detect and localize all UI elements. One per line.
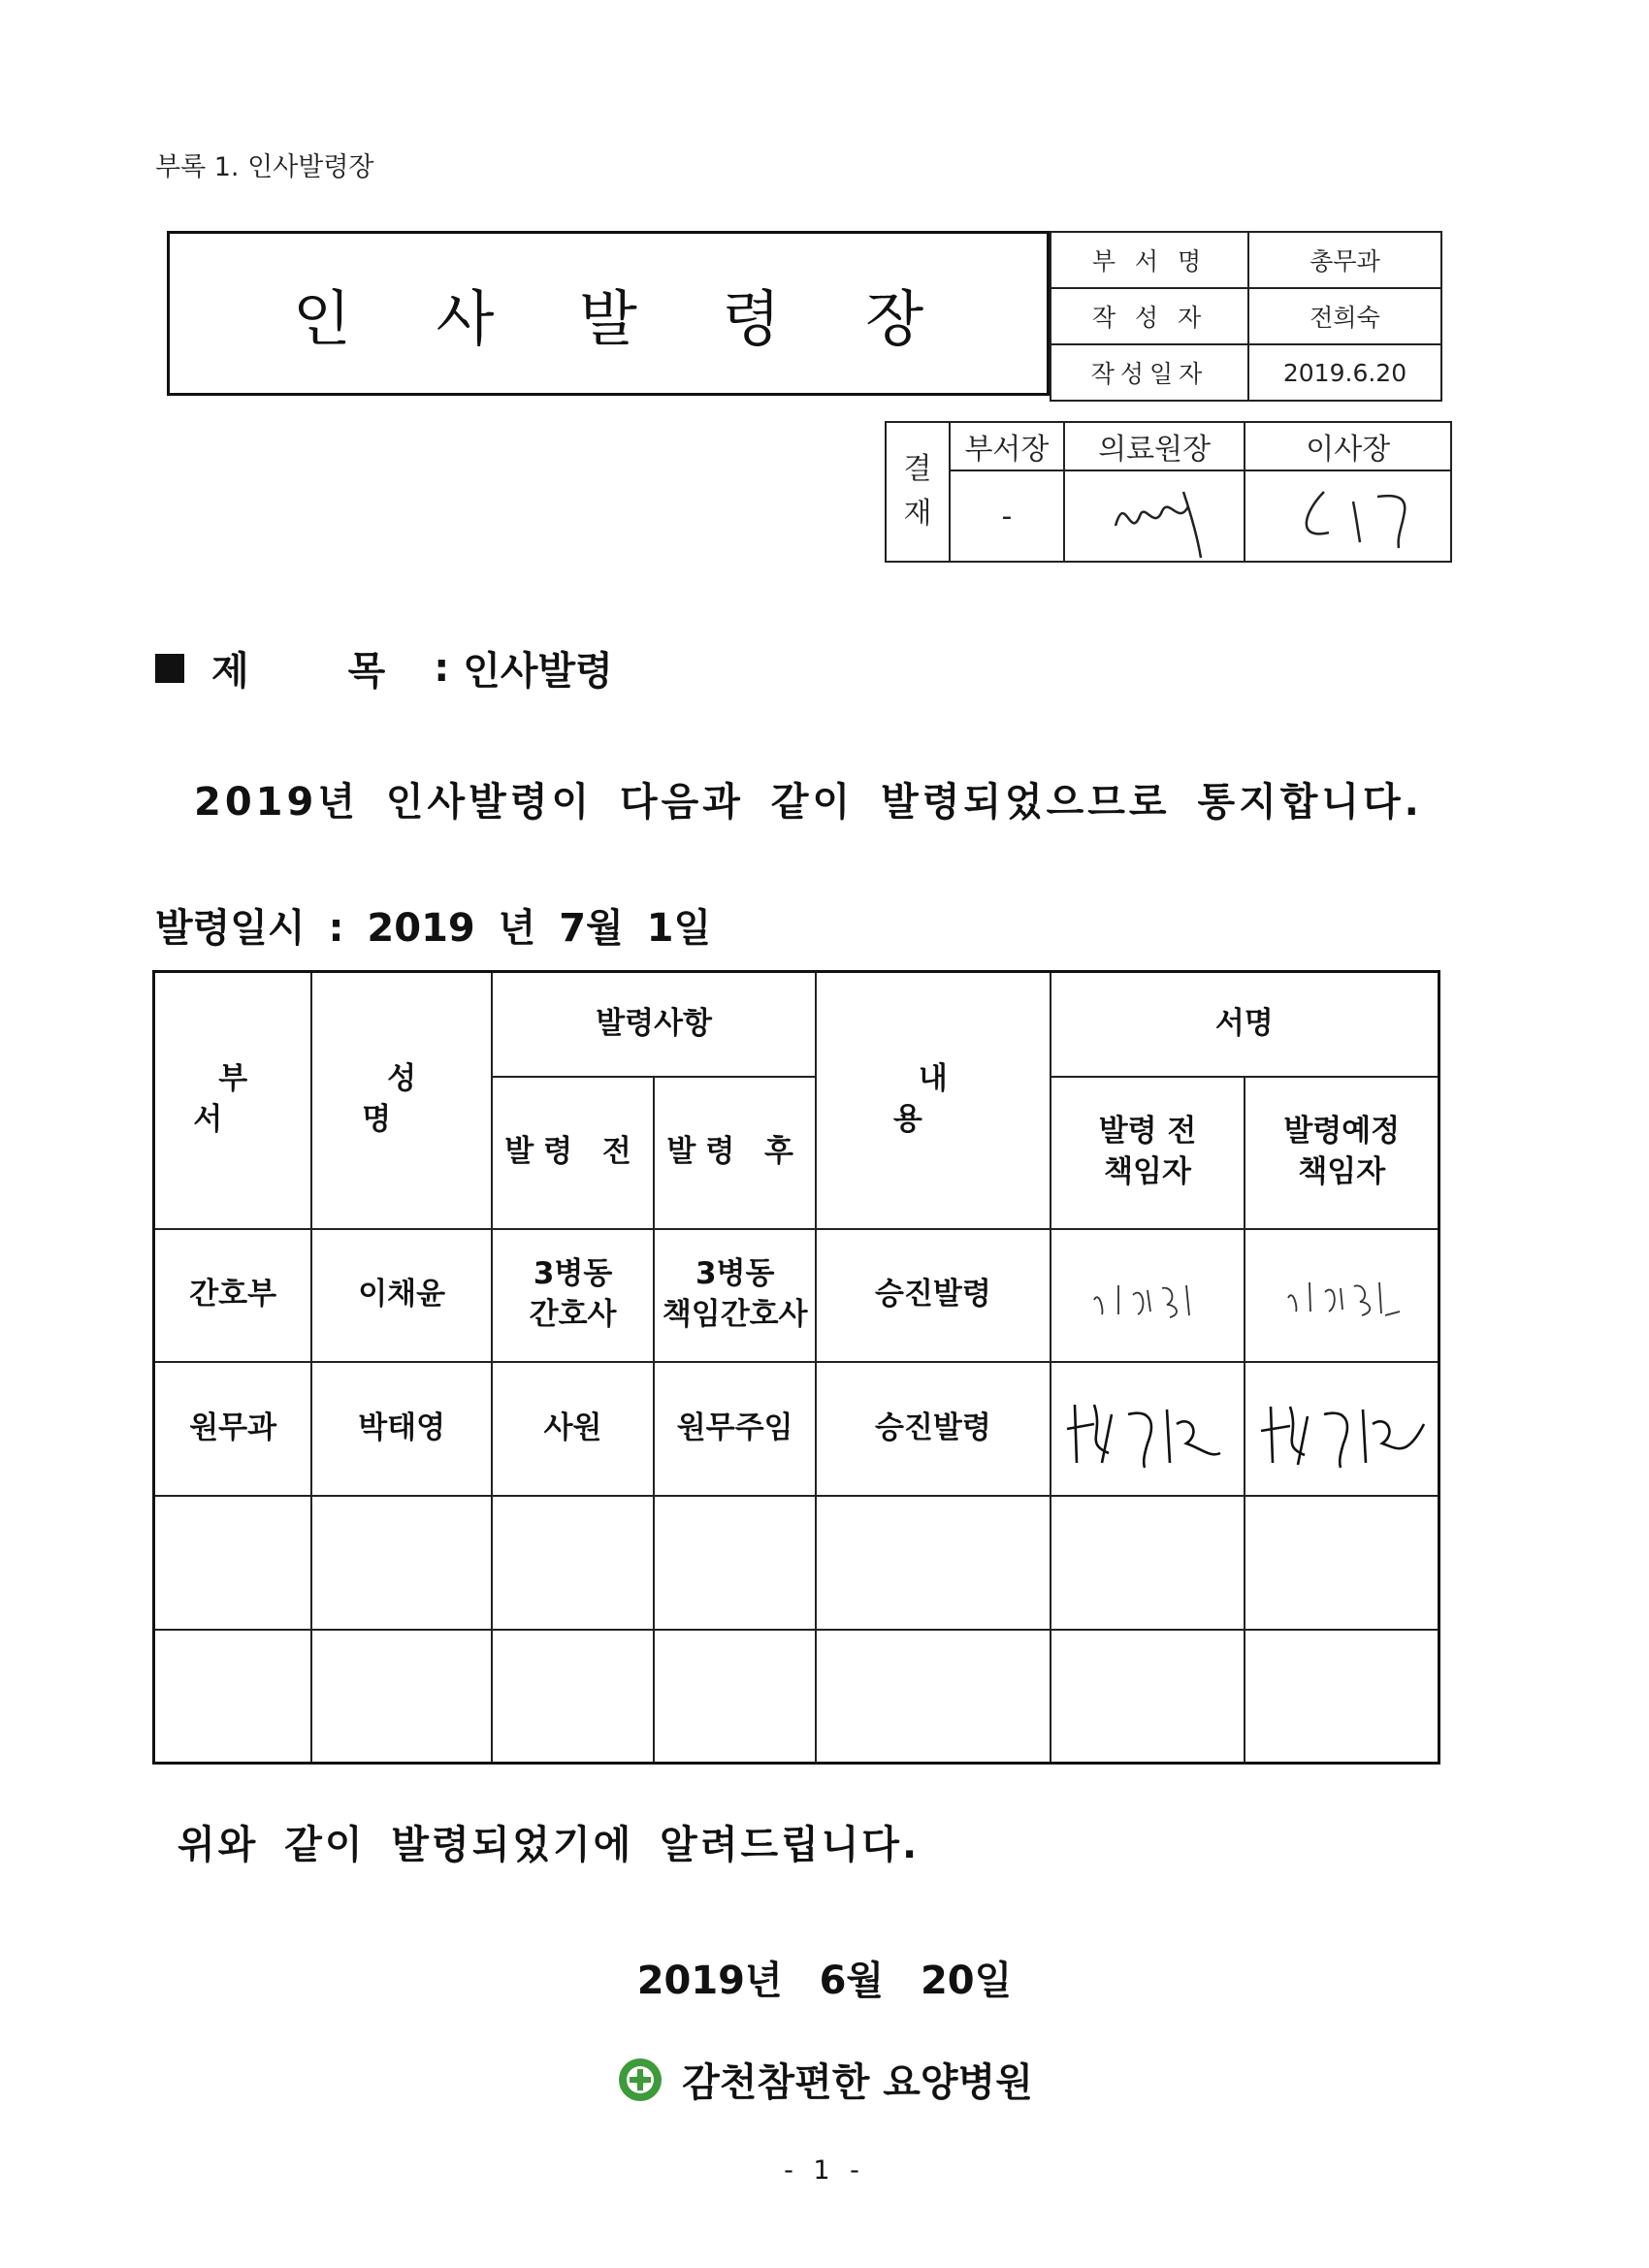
header-after: 발령 후 — [654, 1077, 816, 1229]
meta-value-department: 총무과 — [1248, 232, 1441, 288]
header-name: 성 명 — [311, 972, 492, 1229]
closing-text: 위와 같이 발령되었기에 알려드립니다. — [178, 1823, 921, 1867]
meta-key-department: 부 서 명 — [1051, 232, 1248, 288]
document-date: 2019년 6월 20일 — [636, 1959, 1013, 2003]
header-sign-after: 발령예정 책임자 — [1245, 1077, 1439, 1229]
approval-head-chairman: 이사장 — [1245, 422, 1451, 470]
subject-line — [155, 640, 613, 696]
approval-value-dept: - — [950, 470, 1064, 562]
header-dept: 부 서 — [154, 972, 312, 1229]
header-before: 발령 전 — [492, 1077, 654, 1229]
organization-name: 감천참편한 요양병원 — [682, 2060, 1033, 2105]
meta-key-author: 작 성 자 — [1051, 288, 1248, 344]
table-row — [154, 1362, 1439, 1496]
cell-after: 원무주임 — [654, 1362, 816, 1496]
cell-content: 승진발령 — [816, 1362, 1050, 1496]
signature-before-1 — [1075, 1261, 1220, 1329]
subject-value: 인사발령 — [463, 649, 613, 694]
cell-content: 승진발령 — [816, 1229, 1050, 1362]
appendix-label: 부록 1. 인사발령장 — [155, 152, 374, 182]
approval-head-director: 의료원장 — [1064, 422, 1245, 470]
meta-value-date: 2019.6.20 — [1248, 344, 1441, 401]
header-sign-before: 발령 전 책임자 — [1051, 1077, 1245, 1229]
personnel-order-table — [152, 970, 1440, 1765]
organization — [0, 2052, 1649, 2107]
signature-after-2 — [1249, 1385, 1434, 1473]
signature-director — [1086, 472, 1222, 560]
table-row-empty — [154, 1496, 1439, 1630]
signature-before-2 — [1055, 1385, 1240, 1473]
issue-date: 발령일시 : 2019 년 7월 1일 — [155, 906, 712, 951]
meta-row-department — [1051, 232, 1441, 288]
cell-signature-before — [1051, 1362, 1245, 1496]
approval-side-label — [886, 422, 950, 562]
cell-before: 사원 — [492, 1362, 654, 1496]
cell-name: 박태영 — [311, 1362, 492, 1496]
table-row-empty — [154, 1630, 1439, 1764]
signature-after-1 — [1269, 1261, 1414, 1329]
header-content: 내 용 — [816, 972, 1050, 1229]
subject-colon: : — [434, 645, 450, 691]
hospital-logo-icon — [616, 2056, 664, 2104]
approval-side-label-1: 결 — [903, 452, 932, 486]
cell-dept: 간호부 — [154, 1229, 312, 1362]
meta-row-author — [1051, 288, 1441, 344]
header-order-group: 발령사항 — [492, 972, 816, 1077]
cell-signature-after — [1245, 1362, 1439, 1496]
meta-row-date — [1051, 344, 1441, 401]
cell-signature-before — [1051, 1229, 1245, 1362]
notice-text: 2019년 인사발령이 다음과 같이 발령되었으므로 통지합니다. — [194, 780, 1423, 825]
approval-signature-director — [1064, 470, 1245, 562]
square-bullet-icon — [155, 654, 184, 683]
table-row — [154, 1229, 1439, 1362]
header-sign-group: 서명 — [1051, 972, 1439, 1077]
page-number: - 1 - — [784, 2155, 865, 2186]
document-title: 인 사 발 령 장 — [292, 282, 957, 354]
meta-key-date: 작성일자 — [1051, 344, 1248, 401]
meta-value-author: 전희숙 — [1248, 288, 1441, 344]
document-title-box — [167, 231, 1050, 396]
approval-side-label-2: 재 — [903, 497, 932, 531]
subject-label: 제 목 — [211, 649, 429, 694]
approval-head-dept: 부서장 — [950, 422, 1064, 470]
cell-dept: 원무과 — [154, 1362, 312, 1496]
signature-chairman — [1271, 472, 1426, 560]
cell-signature-after — [1245, 1229, 1439, 1362]
document-meta-table — [1050, 231, 1442, 402]
approval-signature-chairman — [1245, 470, 1451, 562]
cell-after: 3병동 책임간호사 — [654, 1229, 816, 1362]
cell-name: 이채윤 — [311, 1229, 492, 1362]
cell-before: 3병동 간호사 — [492, 1229, 654, 1362]
approval-table — [885, 421, 1452, 563]
